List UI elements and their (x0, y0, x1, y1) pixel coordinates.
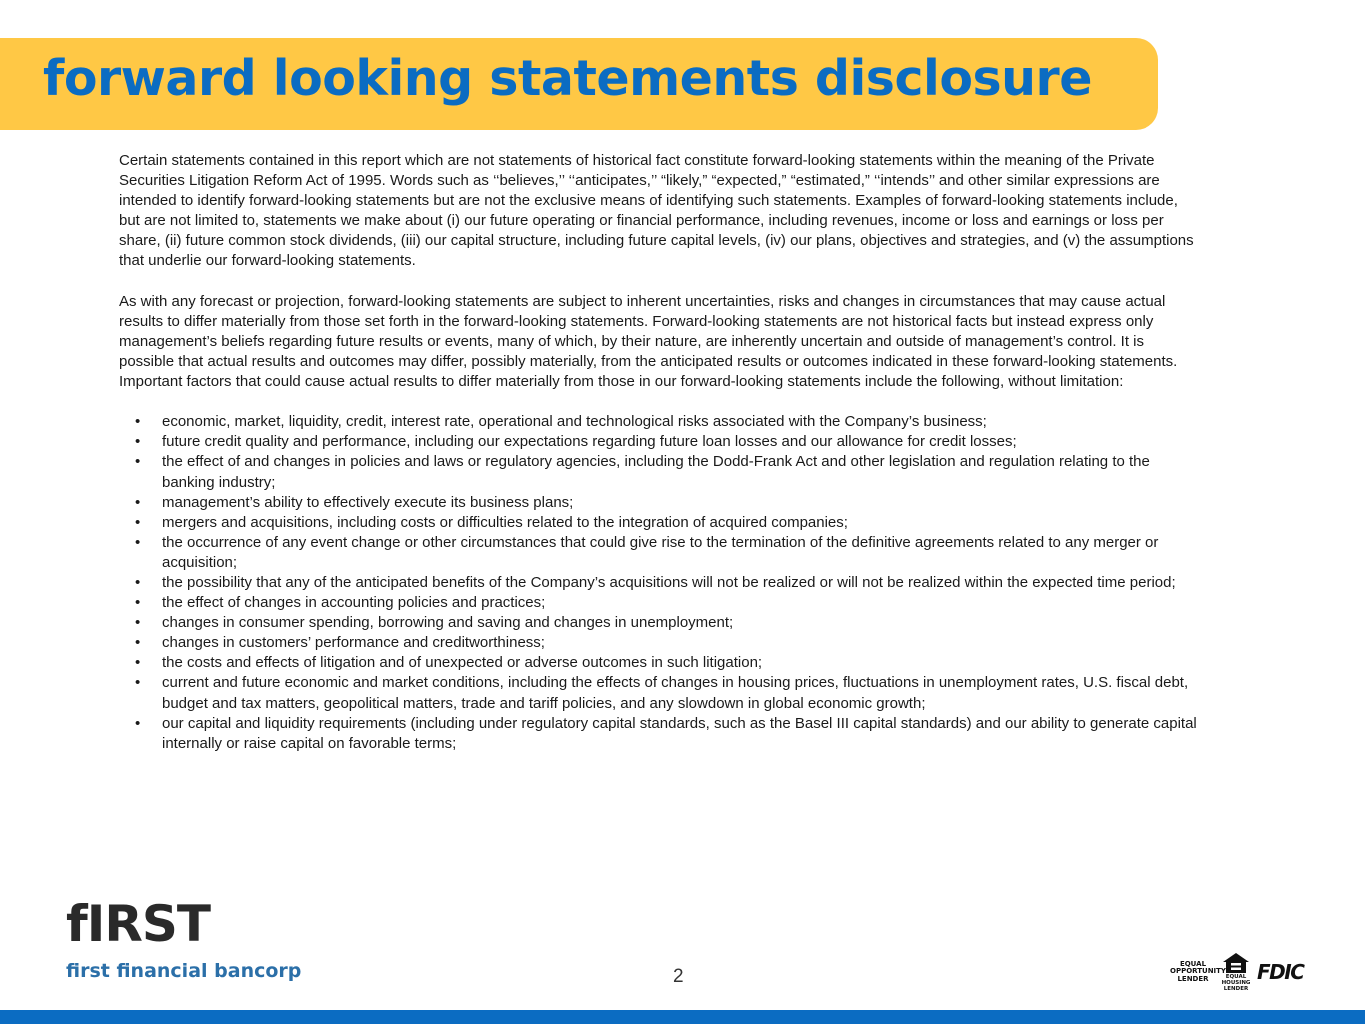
list-item: • mergers and acquisitions, including costs or difficulties related to the integration of acquired companies; (119, 513, 1199, 533)
bottom-bar (0, 1010, 1365, 1024)
logo-subtitle: first financial bancorp (66, 960, 302, 982)
list-item: • the effect of changes in accounting policies and practices; (119, 593, 1199, 613)
risk-factor-list (119, 412, 1199, 754)
logo-wordmark: fIRST (66, 895, 210, 953)
page-title: forward looking statements disclosure (43, 50, 1092, 107)
list-item: • current and future economic and market conditions, including the effects of changes in housing prices, fluctuations in unemployment rates, U.S. fiscal debt, budget and tax matters, geopolitical matters, trade and tariff policies, and any slowdown in global economic growth; (119, 673, 1199, 713)
paragraph: Certain statements contained in this report which are not statements of historical fact constitute forward-looking statements within the meaning of the Private Securities Litigation Reform Act of 1995. Words such as ‘‘believes,’’ ‘‘anticipates,’’ “likely,” “expected,” “estimated,” ‘‘intends’’ and other similar expressions are intended to identify forward-looking statements but are not the exclusive means of identifying such statements. Examples of forward-looking statements include, but are not limited to, statements we make about (i) our future operating or financial performance, including revenues, income or loss and earnings or loss per share, (ii) future common stock dividends, (iii) our capital structure, including future capital levels, (iv) our plans, objectives and strategies, and (v) the assumptions that underlie our forward-looking statements. (119, 152, 1194, 270)
page-number: 2 (673, 966, 684, 987)
list-item: • our capital and liquidity requirements (including under regulatory capital standards, such as the Basel III capital standards) and our ability to generate capital internally or raise capital on favorable terms; (119, 714, 1199, 754)
house-icon (1222, 952, 1250, 974)
list-item: • the effect of and changes in policies and laws or regulatory agencies, including the Dodd-Frank Act and other legislation and regulation relating to the banking industry; (119, 452, 1199, 492)
paragraph: As with any forecast or projection, forward-looking statements are subject to inherent uncertainties, risks and changes in circumstances that may cause actual results to differ materially from those set forth in the forward-looking statements. Forward-looking statements are not historical facts but instead express only management’s beliefs regarding future results or events, many of which, by their nature, are inherently uncertain and outside of management’s control. It is possible that actual results and outcomes may differ, possibly materially, from the anticipated results or outcomes indicated in these forward-looking statements. Important factors that could cause actual results to differ materially from those in our forward-looking statements include the following, without limitation: (119, 292, 1178, 391)
list-item: • changes in consumer spending, borrowing and saving and changes in unemployment; (119, 613, 1199, 633)
list-item: • changes in customers’ performance and creditworthiness; (119, 633, 1199, 653)
company-logo (66, 895, 302, 982)
list-item: • economic, market, liquidity, credit, interest rate, operational and technological risks associated with the Company’s business; (119, 412, 1199, 432)
list-item: • the possibility that any of the anticipated benefits of the Company’s acquisitions will not be realized or will not be realized within the expected time period; (119, 573, 1199, 593)
fdic-logo: FDIC (1257, 960, 1304, 984)
equal-housing-lender-text: EQUAL HOUSING LENDER (1221, 974, 1251, 992)
disclosure-body (119, 151, 1199, 754)
regulatory-badges (1170, 952, 1303, 992)
list-item: • future credit quality and performance, including our expectations regarding future loan losses and our allowance for credit losses; (119, 432, 1199, 452)
list-item: • the costs and effects of litigation and of unexpected or adverse outcomes in such litigation; (119, 653, 1199, 673)
list-item: • the occurrence of any event change or other circumstances that could give rise to the termination of the definitive agreements related to any merger or acquisition; (119, 533, 1199, 573)
equal-opportunity-lender-badge: EQUAL OPPORTUNITY LENDER (1170, 959, 1227, 983)
equal-housing-lender-badge (1220, 952, 1252, 992)
list-item: • management’s ability to effectively execute its business plans; (119, 493, 1199, 513)
